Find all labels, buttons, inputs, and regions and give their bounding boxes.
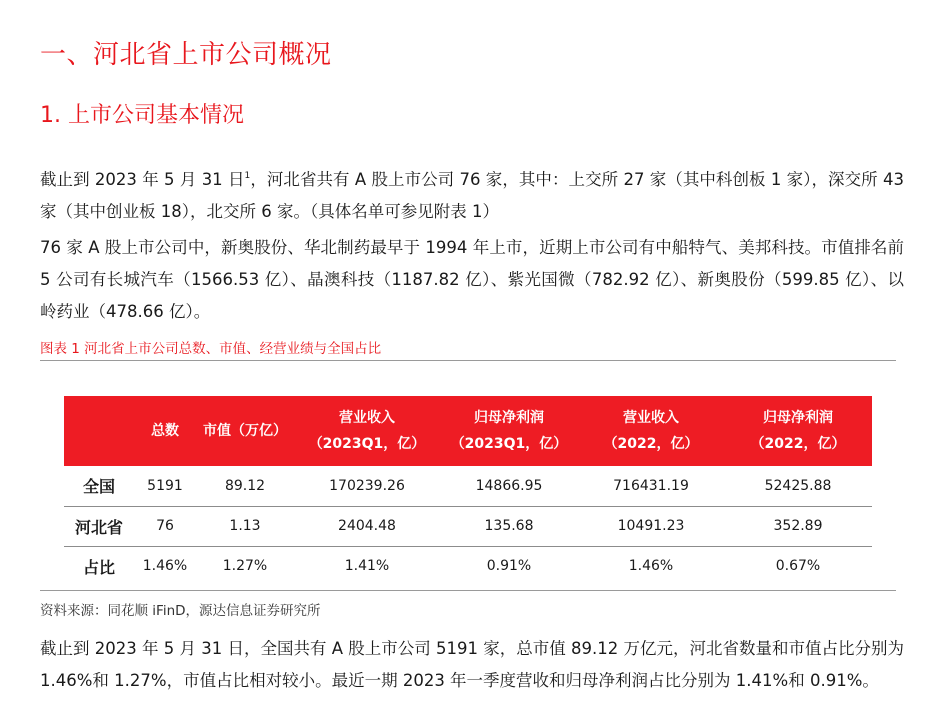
header-cell-net-profit-2022: 归母净利润 （2022，亿） [750,410,846,452]
table-cell: 1.27% [222,558,268,575]
paragraph-listing-count [40,160,904,228]
table-cell: 1.46% [628,558,674,575]
table-cell: 170239.26 [294,466,440,506]
header-cell-empty [64,396,134,466]
paragraph-national-comparison: 截止到 2023 年 5 月 31 日，全国共有 A 股上市公司 5191 家，总市值 89.12 万亿元，河北省数量和市值占比分别为 1.46%和 1.27%，市值占比相对较小。最近一期 2023 年一季度营收和归母净利润占比分别为 1.41%和 0.91%。 [40,639,904,690]
header-cell-total-count: 总数 [151,423,179,439]
table-row-share [64,546,872,586]
section-heading: 一、河北省上市公司概况 [40,40,332,70]
stats-table [64,396,872,586]
paragraph-text: 截止到 2023 年 5 月 31 日 [40,170,245,189]
table-cell: 0.67% [775,558,821,575]
paragraph-top-companies: 76 家 A 股上市公司中，新奥股份、华北制药最早于 1994 年上市，近期上市公司有中船特气、美邦科技。市值排名前 5 公司有长城汽车（1566.53 亿）、晶澳科技（1187.82 亿）、紫光国微（782.92 亿）、新奥股份（599.85 亿）、以岭药业（478.66 亿）。 [40,238,904,321]
table-cell: 135.68 [440,506,578,546]
footnote-marker[interactable]: 1 [244,171,251,181]
row-label: 河北省 [64,506,134,546]
source-note: 资料来源：同花顺 iFinD，源达信息证券研究所 [40,603,321,619]
row-label: 全国 [64,466,134,506]
header-cell-revenue-2023q1: 营业收入 （2023Q1，亿） [308,410,426,452]
header-cell-revenue-2022: 营业收入 （2022，亿） [603,410,699,452]
subsection-heading: 1. 上市公司基本情况 [40,103,244,128]
table-cell: 1.41% [344,558,390,575]
table-row-hebei [64,506,872,546]
caption-divider [40,360,896,361]
table-cell: 14866.95 [440,466,578,506]
table-cell: 10491.23 [578,506,724,546]
table-cell: 1.13 [196,506,294,546]
row-label: 占比 [82,557,115,577]
table-cell: 76 [134,506,196,546]
table-header-row [64,396,872,466]
paragraph-text: ，河北省共有 A 股上市公司 76 家，其中：上交所 27 家（其中科创板 1 家），深交所 43 家（其中创业板 18），北交所 6 家。（具体名单可参见附表 1） [40,170,904,221]
table-cell: 716431.19 [578,466,724,506]
table-cell: 89.12 [196,466,294,506]
table-row-national [64,466,872,506]
table-cell: 352.89 [724,506,872,546]
table-cell: 0.91% [486,558,532,575]
header-cell-net-profit-2023q1: 归母净利润 （2023Q1，亿） [450,410,568,452]
figure-caption: 图表 1 河北省上市公司总数、市值、经营业绩与全国占比 [40,341,382,357]
source-divider [40,590,896,591]
header-cell-market-cap: 市值（万亿） [203,423,287,439]
table-cell: 1.46% [142,558,188,575]
table-cell: 5191 [134,466,196,506]
table-cell: 52425.88 [724,466,872,506]
table-cell: 2404.48 [294,506,440,546]
